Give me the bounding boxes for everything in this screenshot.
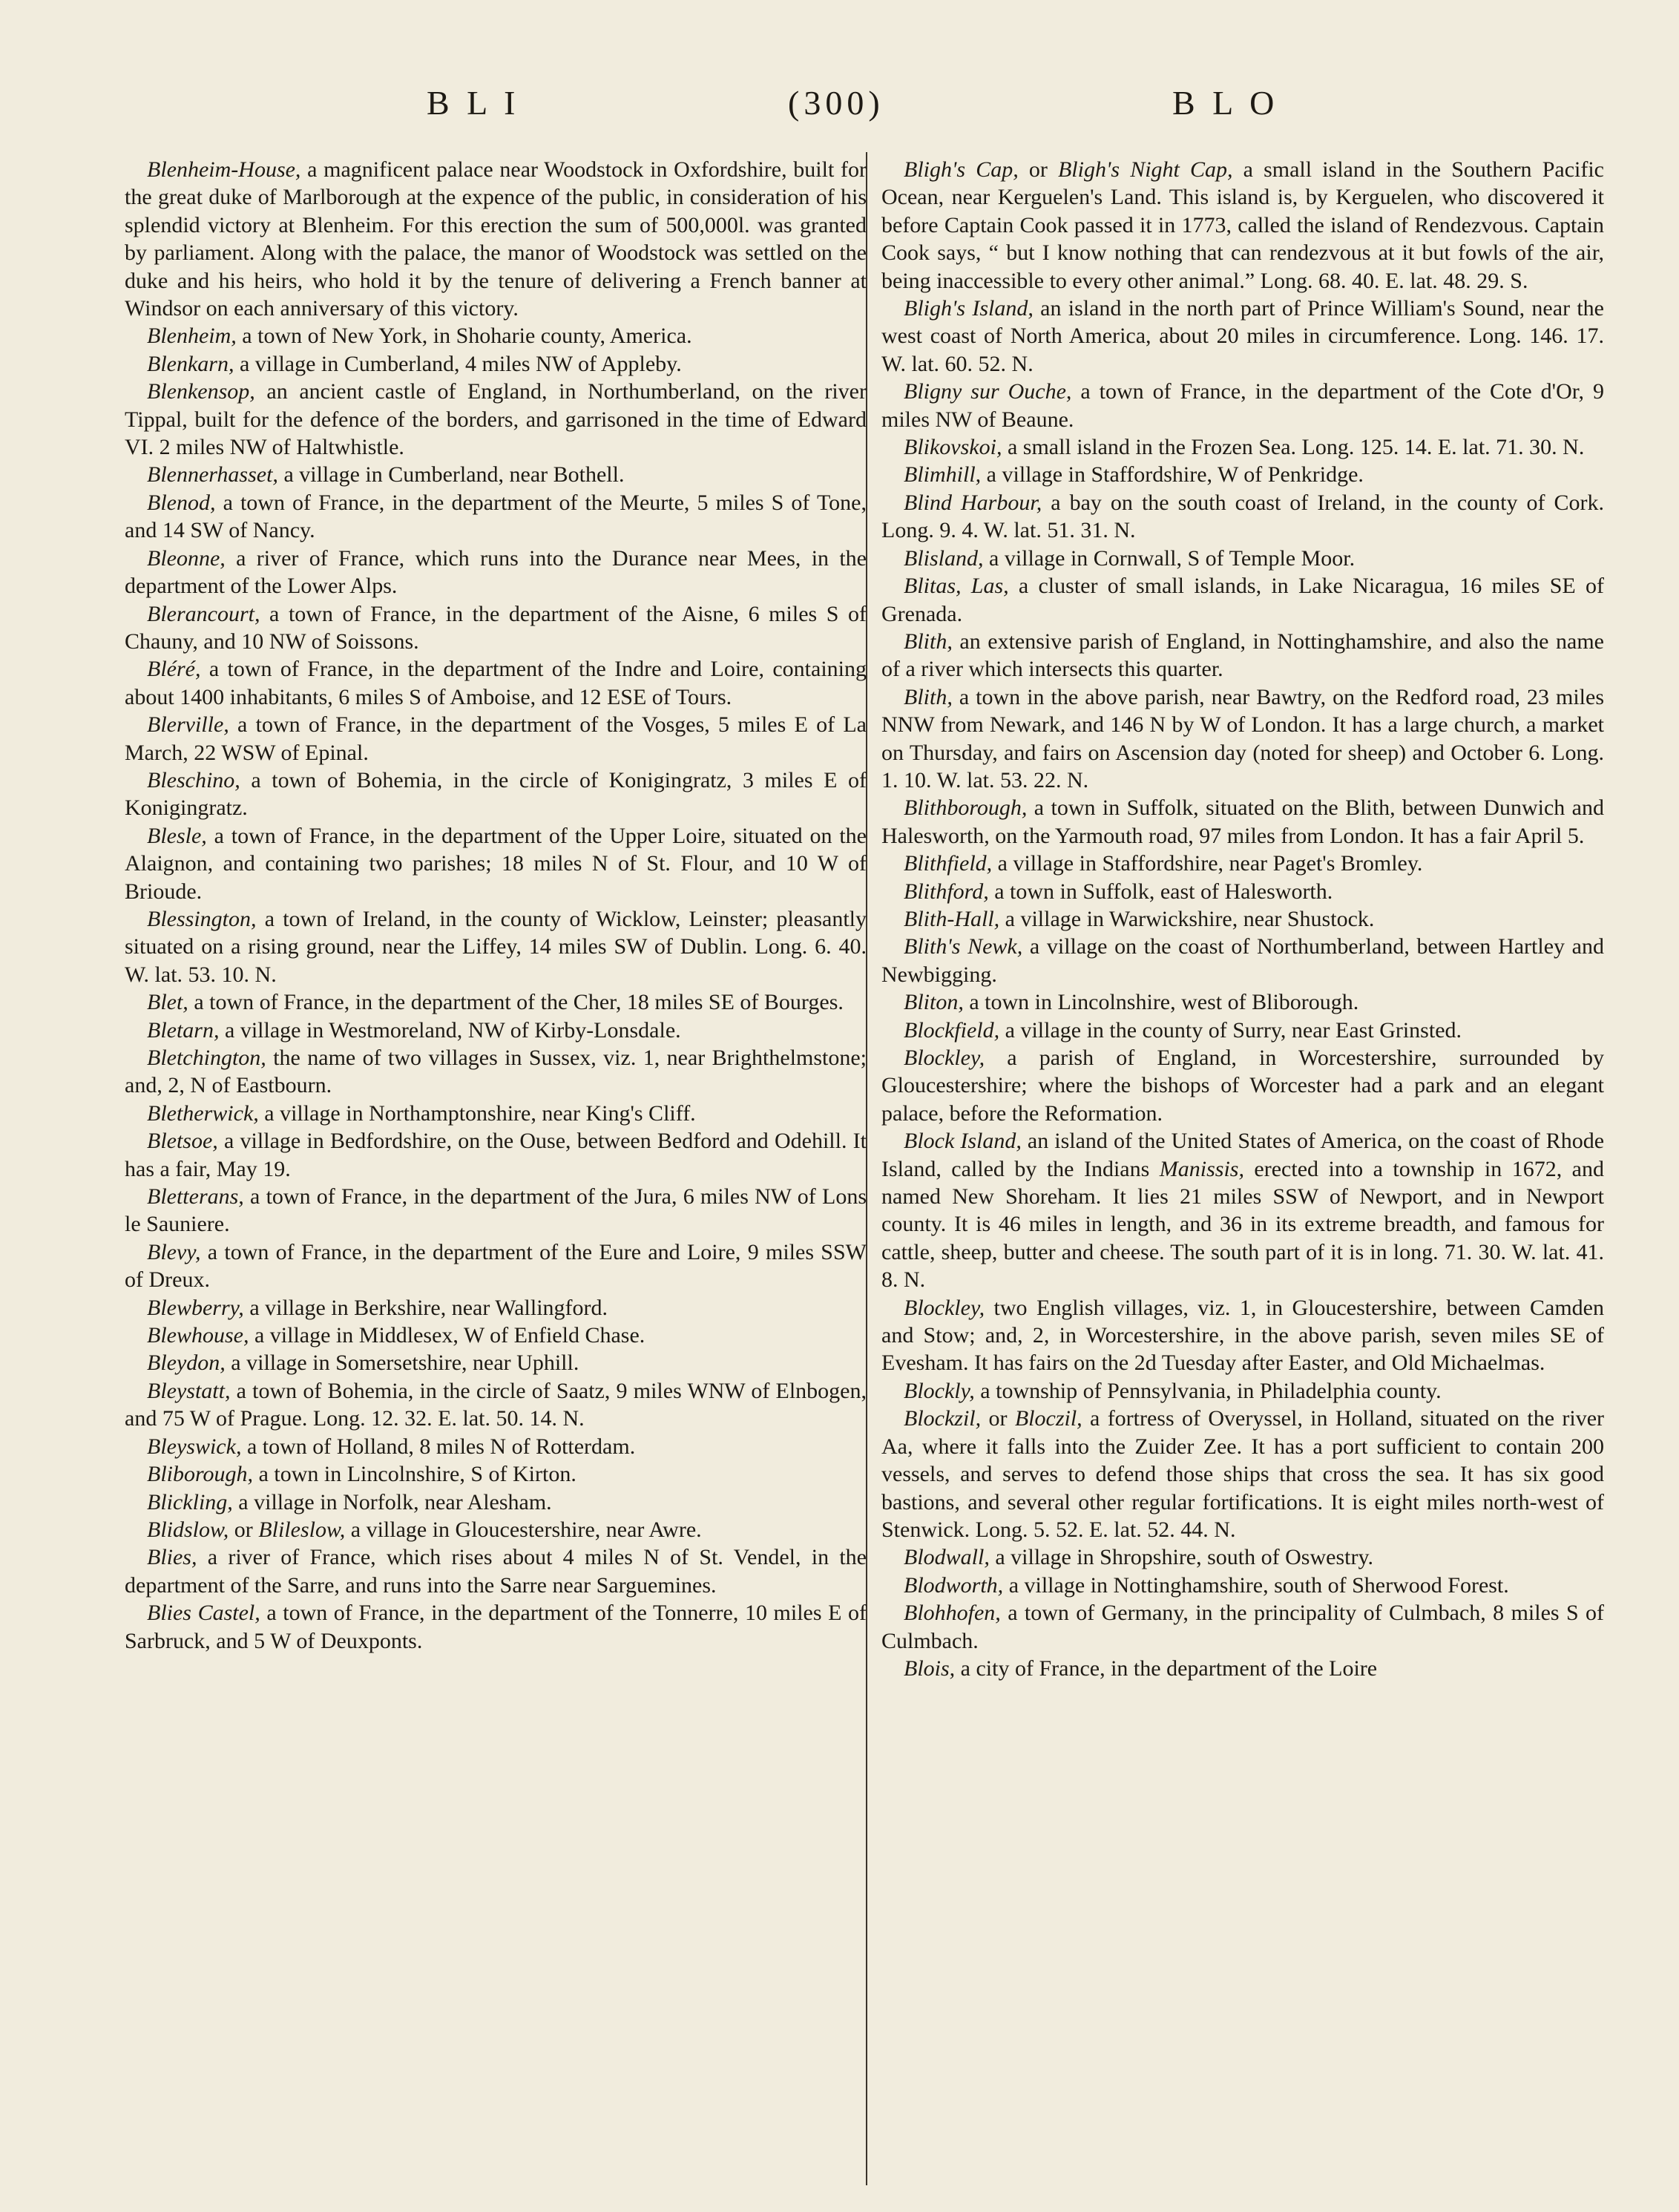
entry-text: a village in Norfolk, near Alesham.	[232, 1489, 552, 1514]
entry-text: a town of France, in the department of the Jura, 6 miles NW of Lons le Sauniere.	[125, 1184, 867, 1237]
right-column	[881, 156, 1604, 1682]
header-right-catchword: B L O	[1172, 84, 1279, 122]
entry-text: a town of France, in the department of the Cote d'Or, 9 miles NW of Beaune.	[881, 379, 1604, 432]
entry-term: Blithford,	[904, 879, 989, 904]
entry-term: Blenkarn,	[147, 351, 234, 376]
entry-term: Blikovskoi,	[904, 435, 1002, 460]
gazetteer-entry	[125, 1127, 867, 1183]
entry-text: a town of France, in the department of the Tonnerre, 10 miles E of Sarbruck, and 5 W of Deuxponts.	[125, 1601, 867, 1653]
entry-term: Bleonne,	[147, 545, 226, 571]
entry-text: a river of France, which runs into the Durance near Mees, in the department of the Lower Alps.	[125, 545, 867, 599]
gazetteer-entry	[881, 295, 1604, 378]
gazetteer-entry	[125, 1294, 867, 1322]
gazetteer-entry	[881, 572, 1604, 628]
entry-term: Blevy,	[147, 1239, 201, 1264]
gazetteer-entry	[881, 1127, 1604, 1293]
entry-text: erected into a township in 1672, and named New Shoreham. It lies 21 miles SSW of Newport, and in Newport county. It is 46 miles in length, and 36 in its extreme breadth, and famous for cattle, sheep, butter and cheese. The south part of it is in long. 71. 30. W. lat. 41. 8. N.	[881, 1156, 1604, 1293]
entry-text: a town of France, in the department of the Vosges, 5 miles E of La March, 22 WSW of Epinal.	[125, 712, 867, 765]
gazetteer-entry	[881, 988, 1604, 1016]
entry-term: Bleydon,	[147, 1350, 226, 1376]
entry-text: a city of France, in the department of the Loire	[955, 1655, 1378, 1681]
entry-text: a village in Cornwall, S of Temple Moor.	[983, 545, 1356, 571]
gazetteer-entry	[125, 1100, 867, 1127]
entry-text: a village in Staffordshire, near Paget's Bromley.	[992, 851, 1423, 876]
entry-text: a village in Middlesex, W of Enfield Chase.	[249, 1323, 645, 1348]
entry-text: a village in Northamptonshire, near King's Cliff.	[258, 1100, 696, 1126]
entry-term: Blerancourt,	[147, 601, 260, 626]
entry-term: Blisland,	[904, 545, 984, 571]
entry-term: Blockley,	[904, 1295, 985, 1320]
entry-text: a village in Somersetshire, near Uphill.	[225, 1350, 579, 1376]
entry-text: a village in Bedfordshire, on the Ouse, between Bedford and Odehill. It has a fair, May 19.	[125, 1129, 867, 1181]
gazetteer-entry	[881, 1543, 1604, 1571]
entry-text: a town of France, in the department of the Upper Loire, situated on the Alaignon, and containing two parishes; 18 miles N of St. Flour, and 10 W of Brioude.	[125, 823, 867, 904]
entry-term: Bleyswick,	[147, 1434, 242, 1459]
gazetteer-entry	[881, 156, 1604, 295]
gazetteer-entry	[125, 1044, 867, 1100]
gazetteer-entry	[125, 655, 867, 711]
gazetteer-entry	[125, 1489, 867, 1516]
gazetteer-entry	[125, 1543, 867, 1599]
gazetteer-entry	[881, 933, 1604, 988]
gazetteer-entry	[881, 433, 1604, 461]
entry-text: a town of Holland, 8 miles N of Rotterdam.	[241, 1434, 636, 1459]
entry-term: Bletchington,	[147, 1046, 266, 1070]
entry-term: Bléré,	[147, 657, 201, 682]
entry-term: Blith's Newk,	[904, 934, 1023, 959]
gazetteer-entry	[881, 1572, 1604, 1599]
gazetteer-entry	[881, 1599, 1604, 1655]
entry-term: Bliton,	[904, 990, 964, 1015]
entry-text: a town of Bohemia, in the circle of Saatz, 9 miles WNW of Elnbogen, and 75 W of Prague. Long. 12. 32. E. lat. 50. 14. N.	[125, 1378, 867, 1431]
gazetteer-entry	[125, 822, 867, 905]
gazetteer-entry	[125, 1322, 867, 1349]
gazetteer-entry	[881, 461, 1604, 488]
entry-text: a town of Bohemia, in the circle of Konigingratz, 3 miles E of Konigingratz.	[125, 767, 867, 821]
entry-term: Blind Harbour,	[904, 490, 1042, 515]
entry-term: Bletarn,	[147, 1017, 220, 1043]
entry-term: Blith-Hall,	[904, 906, 1000, 931]
entry-text: an ancient castle of England, in Northumberland, on the river Tippal, built for the defence of the borders, and garrisoned in the time of Edward VI. 2 miles NW of Haltwhistle.	[125, 379, 867, 460]
entry-term: Blodwall,	[904, 1545, 990, 1570]
entry-text: a bay on the south coast of Ireland, in the county of Cork. Long. 9. 4. W. lat. 51. 31. N.	[881, 490, 1605, 543]
gazetteer-entry	[125, 1433, 867, 1460]
gazetteer-entry	[125, 489, 867, 545]
entry-text: a town of France, in the department of the Meurte, 5 miles S of Tone, and 14 SW of Nancy.	[125, 490, 867, 543]
gazetteer-entry	[881, 850, 1604, 877]
gazetteer-entry	[125, 711, 867, 767]
entry-term: Blidslow,	[147, 1517, 229, 1542]
entry-text: a village in the county of Surry, near East Grinsted.	[999, 1017, 1462, 1043]
gazetteer-entry	[125, 767, 867, 822]
entry-text: a village in Gloucestershire, near Awre.	[345, 1517, 702, 1542]
gazetteer-entry	[125, 600, 867, 656]
gazetteer-entry	[881, 1017, 1604, 1044]
entry-text: a town of France, in the department of the Cher, 18 miles SE of Bourges.	[188, 990, 844, 1015]
entry-term: Blies Castel,	[147, 1601, 260, 1626]
gazetteer-entry	[125, 322, 867, 349]
gazetteer-entry	[125, 156, 867, 322]
entry-term: Blith,	[904, 629, 953, 654]
entry-text: a town of New York, in Shoharie county, America.	[236, 324, 692, 349]
entry-term: Bligh's Cap,	[904, 157, 1019, 182]
gazetteer-entry	[881, 1377, 1604, 1405]
entry-text: a town of Ireland, in the county of Wicklow, Leinster; pleasantly situated on a rising ground, near the Liffey, 14 miles SW of Dublin. Long. 6. 40. W. lat. 53. 10. N.	[125, 906, 867, 987]
gazetteer-entry	[125, 988, 867, 1016]
entry-text: a town of France, in the department of the Indre and Loire, containing about 1400 inhabitants, 6 miles S of Amboise, and 12 ESE of Tours.	[125, 657, 867, 709]
entry-text: a magnificent palace near Woodstock in Oxfordshire, built for the great duke of Marlborough at the expence of the public, in consideration of his splendid victory at Blenheim. For this erection the sum of 500,000l. was granted by parliament. Along with the palace, the manor of Woodstock was settled on the duke and his heirs, who hold it by the tenure of delivering a French banner at Windsor on each anniversary of this victory.	[125, 157, 867, 321]
entry-term: Blockley,	[904, 1046, 985, 1070]
gazetteer-entry	[881, 1044, 1604, 1127]
entry-text: a cluster of small islands, in Lake Nicaragua, 16 miles SE of Grenada.	[881, 574, 1604, 626]
gazetteer-entry	[881, 878, 1604, 905]
entry-text: a town of Germany, in the principality of Culmbach, 8 miles S of Culmbach.	[881, 1601, 1604, 1653]
entry-text: a village in Berkshire, near Wallingford.	[243, 1295, 608, 1320]
entry-term: Blith,	[904, 684, 953, 709]
gazetteer-entry	[881, 1294, 1604, 1377]
entry-text: a village in Cumberland, near Bothell.	[277, 462, 625, 488]
entry-term: Bloczil,	[1014, 1406, 1082, 1431]
gazetteer-entry	[881, 628, 1604, 683]
entry-text: a town in Lincolnshire, S of Kirton.	[253, 1462, 576, 1487]
entry-text: a town of France, in the department of the Eure and Loire, 9 miles SSW of Dreux.	[125, 1239, 867, 1293]
entry-text: a town in the above parish, near Bawtry, on the Redford road, 23 miles NNW from Newark, and 146 N by W of London. It has a large church, a market on Thursday, and fairs on Ascension day (noted for sheep) and October 6. Long. 1. 10. W. lat. 53. 22. N.	[881, 684, 1604, 792]
entry-text: or	[229, 1517, 259, 1542]
entry-text: a town in Lincolnshire, west of Bliborough.	[963, 990, 1359, 1015]
entry-text: two English villages, viz. 1, in Gloucestershire, between Camden and Stow; and, 2, in Worcestershire, in the above parish, seven miles SE of Evesham. It has fairs on the 2d Tuesday after Easter, and Old Michaelmas.	[881, 1295, 1604, 1376]
entry-text: a township of Pennsylvania, in Philadelphia county.	[974, 1378, 1442, 1403]
entry-term: Blockly,	[904, 1378, 975, 1403]
entry-term: Bletherwick,	[147, 1100, 259, 1126]
entry-term: Bligh's Island,	[904, 296, 1034, 321]
page-header	[0, 83, 1679, 128]
entry-term: Blockfield,	[904, 1017, 1000, 1043]
entry-term: Bleystatt,	[147, 1378, 231, 1403]
gazetteer-entry	[881, 794, 1604, 850]
entry-text: a village in Cumberland, 4 miles NW of Appleby.	[234, 351, 682, 376]
entry-text: a town of France, in the department of the Aisne, 6 miles S of Chauny, and 10 NW of Soissons.	[125, 601, 867, 654]
entry-text: a village in Staffordshire, W of Penkridge.	[981, 462, 1364, 488]
entry-term: Blesle,	[147, 823, 207, 848]
gazetteer-entry	[125, 350, 867, 378]
entry-term: Bliborough,	[147, 1462, 254, 1487]
gazetteer-entry	[125, 378, 867, 461]
entry-term: Block Island,	[904, 1129, 1022, 1154]
entry-term: Blimhill,	[904, 462, 982, 488]
entry-term: Blenheim,	[147, 324, 237, 349]
gazetteer-entry	[125, 1599, 867, 1655]
entry-term: Bligh's Night Cap,	[1057, 157, 1233, 182]
gazetteer-entry	[125, 545, 867, 600]
entry-term: Blenkensop,	[147, 379, 255, 404]
gazetteer-entry	[125, 1460, 867, 1488]
entry-term: Blewhouse,	[147, 1323, 249, 1348]
entry-term: Blenheim-House,	[147, 157, 301, 182]
entry-term: Blennerhasset,	[147, 462, 278, 488]
entry-term: Blitas, Las,	[904, 574, 1009, 599]
gazetteer-entry	[881, 683, 1604, 795]
entry-text: or	[1018, 157, 1058, 182]
entry-term: Blithborough,	[904, 795, 1028, 821]
entry-text: a village on the coast of Northumberland, between Hartley and Newbigging.	[881, 934, 1604, 987]
gazetteer-entry	[125, 461, 867, 488]
entry-term: Bletsoe,	[147, 1129, 218, 1154]
gazetteer-entry	[881, 489, 1604, 545]
gazetteer-entry	[881, 905, 1604, 933]
gazetteer-entry	[881, 545, 1604, 572]
entry-term: Blohhofen,	[904, 1601, 1001, 1626]
entry-text: the name of two villages in Sussex, viz. 1, near Brighthelmstone; and, 2, N of Eastbourn.	[125, 1046, 867, 1098]
entry-term: Blickling,	[147, 1489, 233, 1514]
entry-text: a village in Warwickshire, near Shustock.	[999, 906, 1375, 931]
gazetteer-entry	[125, 1516, 867, 1543]
entry-term: Manissis,	[1159, 1156, 1244, 1181]
gazetteer-entry	[125, 1238, 867, 1294]
gazetteer-entry	[125, 1017, 867, 1044]
entry-text: a town in Suffolk, east of Halesworth.	[988, 879, 1333, 904]
gazetteer-entry	[881, 378, 1604, 433]
entry-text: an island in the north part of Prince William's Sound, near the west coast of North America, about 20 miles in circumference. Long. 146. 17. W. lat. 60. 52. N.	[881, 296, 1604, 376]
entry-text: a town in Suffolk, situated on the Blith, between Dunwich and Halesworth, on the Yarmouth road, 97 miles from London. It has a fair April 5.	[881, 795, 1604, 848]
entry-text: or	[981, 1406, 1015, 1431]
entry-term: Bletterans,	[147, 1184, 244, 1210]
entry-text: a fortress of Overyssel, in Holland, situated on the river Aa, where it falls into the Zuider Zee. It has a port sufficient to contain 200 vessels, and serves to defend those ships that cross the sea. It has six good bastions, and several other regular fortifications. It is eight miles north-west of Stenwick. Long. 5. 52. E. lat. 52. 44. N.	[881, 1406, 1604, 1542]
entry-term: Bleschino,	[147, 767, 240, 792]
gazetteer-entry	[125, 905, 867, 988]
entry-text: an island of the United States of America, on the coast of Rhode Island, called by the Indians	[881, 1129, 1605, 1181]
gazetteer-entry	[881, 1655, 1604, 1682]
entry-term: Blileslow,	[258, 1517, 346, 1542]
entry-text: a parish of England, in Worcestershire, surrounded by Gloucestershire; where the bishops of Worcester had a park and an elegant palace, before the Reformation.	[881, 1046, 1604, 1126]
entry-term: Bligny sur Ouche,	[904, 379, 1072, 404]
page-number: (300)	[788, 84, 884, 122]
left-column	[125, 156, 867, 1655]
entry-text: a village in Shropshire, south of Oswestry.	[989, 1545, 1373, 1570]
gazetteer-entry	[125, 1377, 867, 1433]
entry-term: Blet,	[147, 990, 188, 1015]
entry-text: a small island in the Southern Pacific Ocean, near Kerguelen's Land. This island is, by Kerguelen, who discovered it before Captain Cook passed it in 1773, called the island of Rendezvous. Captain Cook says, “ but I know nothing that can rendezvous at it but fowls of the air, being inaccessible to every other animal.” Long. 68. 40. E. lat. 48. 29. S.	[881, 157, 1604, 293]
gazetteer-entry	[125, 1183, 867, 1238]
entry-text: a village in Westmoreland, NW of Kirby-Lonsdale.	[219, 1017, 681, 1043]
entry-text: a village in Nottinghamshire, south of Sherwood Forest.	[1003, 1572, 1509, 1598]
header-left-catchword: B L I	[427, 84, 520, 122]
entry-text: a river of France, which rises about 4 miles N of St. Vendel, in the department of the Sarre, and runs into the Sarre near Sarguemines.	[125, 1545, 867, 1598]
gazetteer-entry	[881, 1405, 1604, 1543]
entry-term: Blies,	[147, 1545, 197, 1570]
entry-term: Blenod,	[147, 490, 216, 515]
entry-term: Blockzil,	[904, 1406, 982, 1431]
entry-term: Blois,	[904, 1655, 956, 1681]
entry-term: Blodworth,	[904, 1572, 1004, 1598]
entry-term: Blithfield,	[904, 851, 993, 876]
entry-term: Blessington,	[147, 906, 257, 931]
entry-term: Blewberry,	[147, 1295, 244, 1320]
entry-text: a small island in the Frozen Sea. Long. 125. 14. E. lat. 71. 30. N.	[1002, 435, 1585, 460]
entry-text: an extensive parish of England, in Nottinghamshire, and also the name of a river which intersects this quarter.	[881, 629, 1604, 682]
gazetteer-entry	[125, 1349, 867, 1376]
entry-term: Blerville,	[147, 712, 229, 738]
